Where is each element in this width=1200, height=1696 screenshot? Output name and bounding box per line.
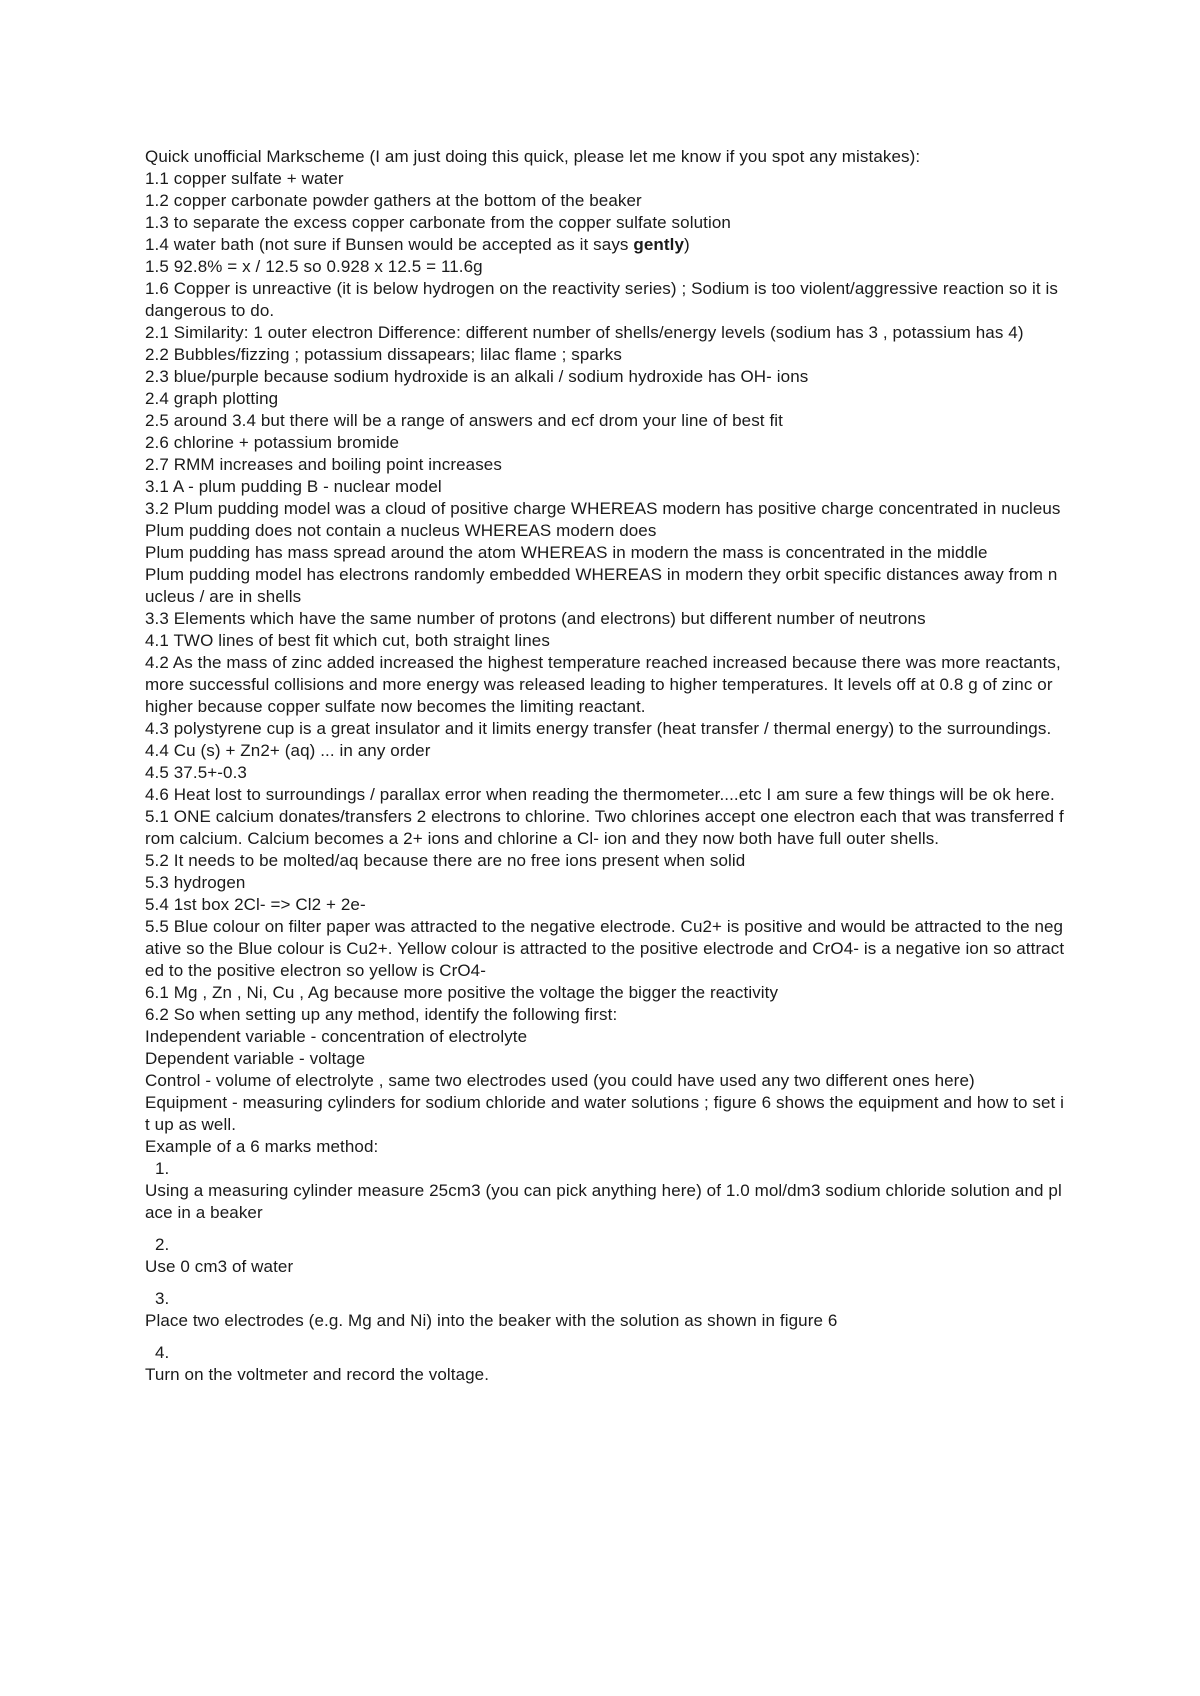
answer-2-6: 2.6 chlorine + potassium bromide <box>145 433 400 452</box>
answer-5-2: 5.2 It needs to be molted/aq because there are no free ions present when solid <box>145 851 746 870</box>
answer-4-6: 4.6 Heat lost to surroundings / parallax error when reading the thermometer....etc I am sure a few things will be ok here. <box>145 785 1055 804</box>
answer-5-4: 5.4 1st box 2Cl- => Cl2 + 2e- <box>145 895 366 914</box>
step-text-1: Using a measuring cylinder measure 25cm3 (you can pick anything here) of 1.0 mol/dm3 sodium chloride solution and place in a beaker <box>145 1181 1062 1222</box>
answer-4-1: 4.1 TWO lines of best fit which cut, both straight lines <box>145 631 550 650</box>
step-text-4: Turn on the voltmeter and record the voltage. <box>145 1365 490 1384</box>
control-variables: Control - volume of electrolyte , same two electrodes used (you could have used any two different ones here) <box>145 1071 975 1090</box>
step-number-1: 1. <box>155 1159 170 1178</box>
independent-variable: Independent variable - concentration of electrolyte <box>145 1027 528 1046</box>
answer-2-4: 2.4 graph plotting <box>145 389 279 408</box>
answer-5-3: 5.3 hydrogen <box>145 873 246 892</box>
answer-3-1: 3.1 A - plum pudding B - nuclear model <box>145 477 442 496</box>
answer-5-5: 5.5 Blue colour on filter paper was attracted to the negative electrode. Cu2+ is positive and would be attracted to the negative so the Blue colour is Cu2+. Yellow colour is attracted to the positive electrode and CrO4- is a negative ion so attracted to the positive electron so yellow is CrO4- <box>145 917 1065 980</box>
answer-3-2-point-4: Plum pudding model has electrons randomly embedded WHEREAS in modern they orbit specific distances away from nucleus / are in shells <box>145 565 1058 606</box>
answer-3-2: 3.2 Plum pudding model was a cloud of positive charge WHEREAS modern has positive charge concentrated in nucleus <box>145 499 1061 518</box>
markscheme-heading: Quick unofficial Markscheme (I am just doing this quick, please let me know if you spot any mistakes): <box>145 147 921 166</box>
step-text-3: Place two electrodes (e.g. Mg and Ni) into the beaker with the solution as shown in figure 6 <box>145 1311 838 1330</box>
answer-4-3: 4.3 polystyrene cup is a great insulator and it limits energy transfer (heat transfer / thermal energy) to the surroundings. <box>145 719 1052 738</box>
dependent-variable: Dependent variable - voltage <box>145 1049 366 1068</box>
answer-1-4-end: ) <box>684 235 690 254</box>
answer-6-1: 6.1 Mg , Zn , Ni, Cu , Ag because more positive the voltage the bigger the reactivity <box>145 983 779 1002</box>
answer-2-7: 2.7 RMM increases and boiling point increases <box>145 455 502 474</box>
equipment-note: Equipment - measuring cylinders for sodium chloride and water solutions ; figure 6 shows the equipment and how to set it up as well. <box>145 1093 1065 1134</box>
answer-2-5: 2.5 around 3.4 but there will be a range of answers and ecf drom your line of best fit <box>145 411 783 430</box>
answer-4-4: 4.4 Cu (s) + Zn2+ (aq) ... in any order <box>145 741 431 760</box>
step-number-4: 4. <box>155 1343 170 1362</box>
answer-6-2: 6.2 So when setting up any method, identify the following first: <box>145 1005 618 1024</box>
step-text-2: Use 0 cm3 of water <box>145 1257 294 1276</box>
answer-2-1: 2.1 Similarity: 1 outer electron Difference: different number of shells/energy levels (sodium has 3 , potassium has 4) <box>145 323 1024 342</box>
answer-5-1: 5.1 ONE calcium donates/transfers 2 electrons to chlorine. Two chlorines accept one electron each that was transferred from calcium. Calcium becomes a 2+ ions and chlorine a Cl- ion and they now both have full outer shells. <box>145 807 1064 848</box>
answer-1-2: 1.2 copper carbonate powder gathers at the bottom of the beaker <box>145 191 642 210</box>
answer-1-3: 1.3 to separate the excess copper carbonate from the copper sulfate solution <box>145 213 731 232</box>
answer-3-2-point-2: Plum pudding does not contain a nucleus WHEREAS modern does <box>145 521 657 540</box>
answer-2-2: 2.2 Bubbles/fizzing ; potassium dissapears; lilac flame ; sparks <box>145 345 622 364</box>
step-number-3: 3. <box>155 1289 170 1308</box>
step-spacer <box>145 1224 1065 1234</box>
answer-1-4 <box>145 234 1065 256</box>
step-spacer <box>145 1278 1065 1288</box>
answer-1-6: 1.6 Copper is unreactive (it is below hydrogen on the reactivity series) ; Sodium is too violent/aggressive reaction so it is dangerous to do. <box>145 279 1063 320</box>
answer-4-5: 4.5 37.5+-0.3 <box>145 763 247 782</box>
answer-1-4-text: 1.4 water bath (not sure if Bunsen would be accepted as it says <box>145 235 634 254</box>
answer-3-3: 3.3 Elements which have the same number of protons (and electrons) but different number of neutrons <box>145 609 926 628</box>
answer-3-2-point-3: Plum pudding has mass spread around the atom WHEREAS in modern the mass is concentrated in the middle <box>145 543 988 562</box>
answer-1-5: 1.5 92.8% = x / 12.5 so 0.928 x 12.5 = 11.6g <box>145 257 483 276</box>
answer-4-2: 4.2 As the mass of zinc added increased the highest temperature reached increased because there was more reactants, more successful collisions and more energy was released leading to higher temperatures. It levels off at 0.8 g of zinc or higher because copper sulfate now becomes the limiting reactant. <box>145 653 1066 716</box>
answer-1-4-bold: gently <box>633 235 685 254</box>
step-spacer <box>145 1332 1065 1342</box>
method-heading: Example of a 6 marks method: <box>145 1137 379 1156</box>
answer-2-3: 2.3 blue/purple because sodium hydroxide is an alkali / sodium hydroxide has OH- ions <box>145 367 809 386</box>
markscheme-text <box>145 146 1065 1386</box>
answer-1-1: 1.1 copper sulfate + water <box>145 169 344 188</box>
step-number-2: 2. <box>155 1235 170 1254</box>
